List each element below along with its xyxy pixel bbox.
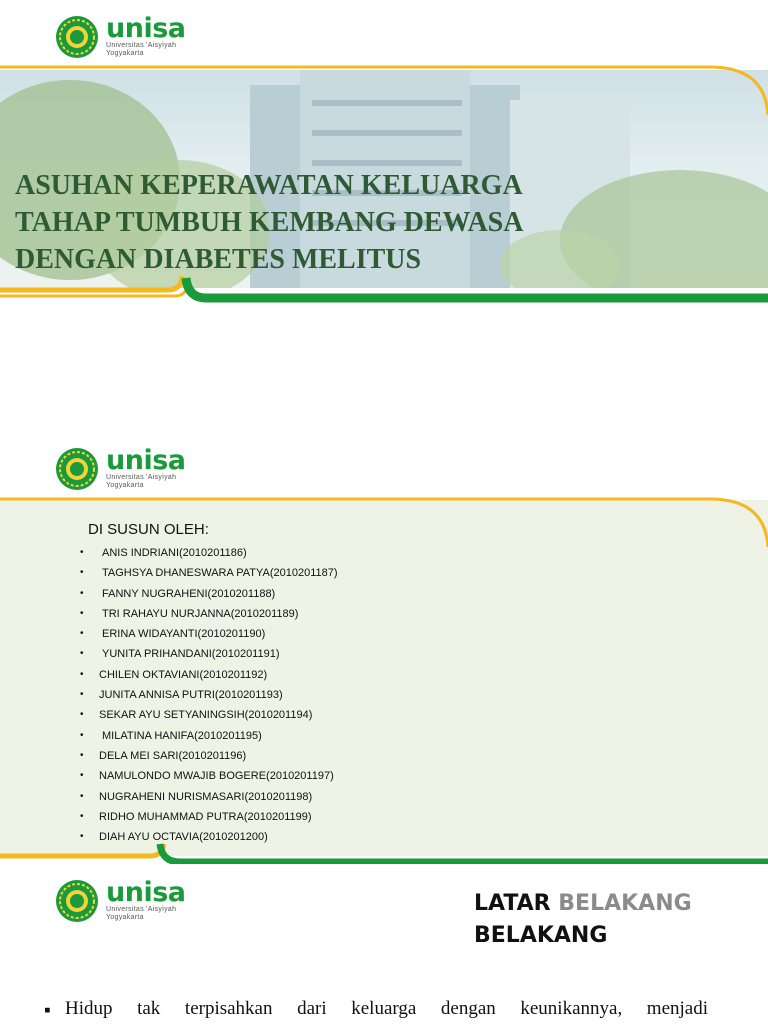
section-title [474, 888, 692, 952]
logo-subtitle-2: Yogyakarta [106, 914, 144, 921]
author-name: JUNITA ANNISA PUTRI(2010201193) [99, 689, 283, 702]
author-name: ANIS INDRIANI(2010201186) [102, 547, 247, 559]
author-name: NAMULONDO MWAJIB BOGERE(2010201197) [99, 770, 334, 783]
title-slide [0, 0, 768, 432]
bullet-icon: • [80, 790, 84, 802]
logo-wordmark: unisa [106, 445, 186, 476]
author-name: NUGRAHENI NURISMASARI(2010201198) [99, 790, 313, 803]
bullet-icon: • [80, 770, 84, 782]
author-name: MILATINA HANIFA(2010201195) [102, 729, 262, 742]
bullet-icon: • [80, 729, 84, 741]
bullet-icon: • [80, 689, 84, 701]
logo-subtitle-2: Yogyakarta [106, 482, 144, 489]
logo-subtitle-1: Universitas 'Aisyiyah [106, 906, 177, 913]
logo-wordmark: unisa [106, 877, 186, 908]
bullet-icon: • [80, 628, 84, 640]
bullet-icon: • [80, 567, 84, 579]
background-slide [0, 864, 768, 1024]
bullet-icon: • [80, 648, 84, 660]
bullet-icon: • [80, 587, 84, 599]
bullet-icon: • [80, 831, 84, 843]
author-name: TAGHSYA DHANESWARA PATYA(2010201187) [102, 567, 338, 580]
body-paragraph: Hidup tak terpisahkan dari keluarga dengan keunikannya, menjadi [65, 998, 708, 1019]
author-name: ERINA WIDAYANTI(2010201190) [102, 628, 266, 641]
authors-slide [0, 432, 768, 864]
presentation-title: ASUHAN KEPERAWATAN KELUARGA TAHAP TUMBUH KEMBANG DEWASA DENGAN DIABETES MELITUS [15, 170, 524, 275]
unisa-logo [54, 878, 186, 924]
bullet-icon: • [80, 810, 84, 822]
author-name: DELA MEI SARI(2010201196) [99, 749, 247, 762]
author-name: FANNY NUGRAHENI(2010201188) [102, 587, 276, 600]
author-name: YUNITA PRIHANDANI(2010201191) [102, 648, 280, 661]
author-name: DIAH AYU OCTAVIA(2010201200) [99, 831, 268, 844]
bullet-icon: • [80, 607, 84, 619]
bullet-icon: • [80, 547, 84, 558]
authors-heading: DI SUSUN OLEH: [88, 521, 209, 538]
author-name: RIDHO MUHAMMAD PUTRA(2010201199) [99, 810, 312, 823]
logo-subtitle-2: Yogyakarta [106, 50, 144, 57]
bullet-icon: • [80, 668, 84, 680]
logo-subtitle-1: Universitas 'Aisyiyah [106, 474, 177, 481]
section-title-belakang-gray: BELAKANG [558, 891, 692, 916]
unisa-emblem-icon [54, 878, 100, 924]
section-title-latar: LATAR [474, 891, 551, 916]
author-name: SEKAR AYU SETYANINGSIH(2010201194) [99, 709, 313, 722]
logo-subtitle-1: Universitas 'Aisyiyah [106, 42, 177, 49]
section-title-belakang: BELAKANG [474, 923, 608, 948]
bullet-icon: • [80, 709, 84, 721]
square-bullet-icon: ▪ [44, 1000, 51, 1021]
logo-wordmark: unisa [106, 13, 186, 44]
author-name: CHILEN OKTAVIANI(2010201192) [99, 668, 268, 681]
author-name: TRI RAHAYU NURJANNA(2010201189) [102, 607, 299, 620]
bullet-icon: • [80, 749, 84, 761]
